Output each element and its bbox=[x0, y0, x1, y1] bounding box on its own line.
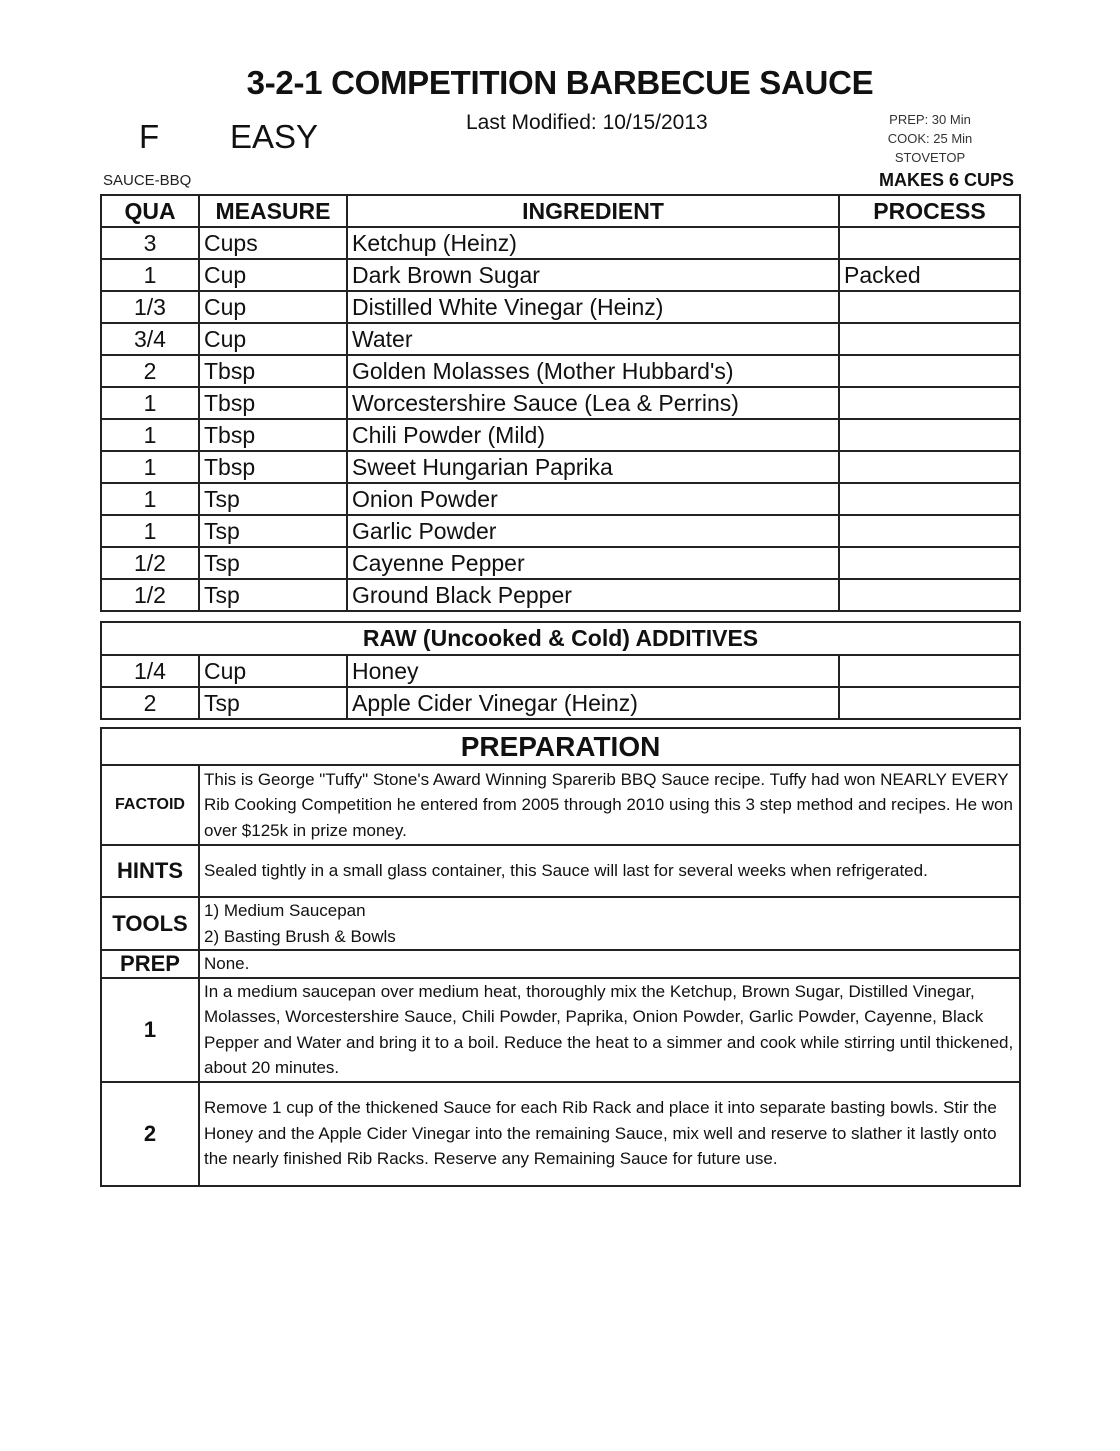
ingredient-row bbox=[101, 451, 1020, 483]
measure-cell: Tbsp bbox=[199, 419, 347, 451]
measure-cell: Tsp bbox=[199, 579, 347, 611]
prep-row-prep bbox=[101, 950, 1020, 978]
ingredient-row bbox=[101, 355, 1020, 387]
ingredient-cell: Chili Powder (Mild) bbox=[347, 419, 839, 451]
measure-cell: Cup bbox=[199, 291, 347, 323]
process-cell: Packed bbox=[839, 259, 1020, 291]
preparation-table bbox=[100, 727, 1021, 1187]
qty-cell: 2 bbox=[101, 355, 199, 387]
ingredient-cell: Garlic Powder bbox=[347, 515, 839, 547]
measure-cell: Tsp bbox=[199, 515, 347, 547]
qty-cell: 3 bbox=[101, 227, 199, 259]
ingredient-row bbox=[101, 547, 1020, 579]
prep-text: Sealed tightly in a small glass container, this Sauce will last for several weeks when refrigerated. bbox=[199, 845, 1020, 897]
rating-grade: F bbox=[139, 118, 160, 155]
measure-cell: Cup bbox=[199, 259, 347, 291]
ingredient-row bbox=[101, 259, 1020, 291]
cook-time: COOK: 25 Min bbox=[887, 131, 973, 146]
ingredient-row bbox=[101, 579, 1020, 611]
recipe-category: SAUCE-BBQ bbox=[103, 172, 192, 189]
ingredient-cell: Ketchup (Heinz) bbox=[347, 227, 839, 259]
measure-cell: Tbsp bbox=[199, 451, 347, 483]
prep-row-factoid bbox=[101, 765, 1020, 845]
measure-cell: Cup bbox=[199, 323, 347, 355]
prep-row-step-1 bbox=[101, 978, 1020, 1082]
ingredient-row bbox=[101, 687, 1020, 719]
raw-additives-table bbox=[100, 621, 1021, 720]
tool-item: 2) Basting Brush & Bowls bbox=[204, 926, 396, 946]
column-header-process: PROCESS bbox=[839, 195, 1020, 227]
prep-label: HINTS bbox=[101, 845, 199, 897]
qty-cell: 1/2 bbox=[101, 579, 199, 611]
qty-cell: 1 bbox=[101, 259, 199, 291]
process-cell bbox=[839, 387, 1020, 419]
step-number: 1 bbox=[101, 978, 199, 1082]
column-header-measure: MEASURE bbox=[199, 195, 347, 227]
step-text: In a medium saucepan over medium heat, thoroughly mix the Ketchup, Brown Sugar, Distilled Vinegar, Molasses, Worcestershire Sauce, Chili Powder, Paprika, Onion Powder, Garlic Powder, Cayenne, Black Pepper and Water and bring it to a boil. Reduce the heat to a simmer and cook while stirring until thickened, about 20 minutes. bbox=[199, 978, 1020, 1082]
ingredient-row bbox=[101, 483, 1020, 515]
process-cell bbox=[839, 451, 1020, 483]
ingredient-cell: Dark Brown Sugar bbox=[347, 259, 839, 291]
qty-cell: 1/3 bbox=[101, 291, 199, 323]
measure-cell: Tsp bbox=[199, 483, 347, 515]
column-header-ingredient: INGREDIENT bbox=[347, 195, 839, 227]
ingredient-cell: Onion Powder bbox=[347, 483, 839, 515]
prep-label: PREP bbox=[101, 950, 199, 978]
ingredient-row bbox=[101, 323, 1020, 355]
cook-method: STOVETOP bbox=[894, 150, 966, 165]
ingredient-row bbox=[101, 655, 1020, 687]
recipe-yield: MAKES 6 CUPS bbox=[878, 170, 1014, 190]
qty-cell: 1 bbox=[101, 387, 199, 419]
prep-label: FACTOID bbox=[101, 765, 199, 845]
qty-cell: 2 bbox=[101, 687, 199, 719]
ingredient-cell: Cayenne Pepper bbox=[347, 547, 839, 579]
ingredient-cell: Distilled White Vinegar (Heinz) bbox=[347, 291, 839, 323]
process-cell bbox=[839, 483, 1020, 515]
qty-cell: 3/4 bbox=[101, 323, 199, 355]
process-cell bbox=[839, 323, 1020, 355]
prep-label: TOOLS bbox=[101, 897, 199, 950]
qty-cell: 1 bbox=[101, 515, 199, 547]
process-cell bbox=[839, 227, 1020, 259]
column-header-qty: QUA bbox=[101, 195, 199, 227]
ingredients-header-row bbox=[101, 195, 1020, 227]
prep-text: None. bbox=[199, 950, 1020, 978]
raw-additives-title: RAW (Uncooked & Cold) ADDITIVES bbox=[101, 622, 1020, 655]
ingredient-row bbox=[101, 419, 1020, 451]
prep-text bbox=[199, 897, 1020, 950]
ingredients-table bbox=[100, 194, 1021, 612]
tool-item: 1) Medium Saucepan bbox=[204, 901, 366, 920]
step-text: Remove 1 cup of the thickened Sauce for each Rib Rack and place it into separate basting bowls. Stir the Honey and the Apple Cider Vinegar into the remaining Sauce, mix well and reserve to slather it lastly onto the nearly finished Rib Racks. Reserve any Remaining Sauce for future use. bbox=[199, 1082, 1020, 1186]
measure-cell: Cup bbox=[199, 655, 347, 687]
prep-row-step-2 bbox=[101, 1082, 1020, 1186]
ingredient-cell: Water bbox=[347, 323, 839, 355]
prep-row-hints bbox=[101, 845, 1020, 897]
recipe-title: 3-2-1 COMPETITION BARBECUE SAUCE bbox=[246, 64, 874, 101]
measure-cell: Cups bbox=[199, 227, 347, 259]
preparation-title: PREPARATION bbox=[101, 728, 1020, 765]
ingredient-cell: Worcestershire Sauce (Lea & Perrins) bbox=[347, 387, 839, 419]
qty-cell: 1 bbox=[101, 451, 199, 483]
prep-time: PREP: 30 Min bbox=[889, 112, 971, 127]
qty-cell: 1/4 bbox=[101, 655, 199, 687]
process-cell bbox=[839, 515, 1020, 547]
ingredient-cell: Honey bbox=[347, 655, 839, 687]
qty-cell: 1 bbox=[101, 419, 199, 451]
measure-cell: Tbsp bbox=[199, 387, 347, 419]
process-cell bbox=[839, 655, 1020, 687]
qty-cell: 1 bbox=[101, 483, 199, 515]
ingredient-row bbox=[101, 227, 1020, 259]
ingredient-row bbox=[101, 387, 1020, 419]
timing-info bbox=[870, 110, 990, 167]
prep-row-tools bbox=[101, 897, 1020, 950]
last-modified-date: Last Modified: 10/15/2013 bbox=[466, 111, 708, 134]
qty-cell: 1/2 bbox=[101, 547, 199, 579]
measure-cell: Tsp bbox=[199, 547, 347, 579]
measure-cell: Tbsp bbox=[199, 355, 347, 387]
ingredient-row bbox=[101, 291, 1020, 323]
prep-text: This is George "Tuffy" Stone's Award Winning Sparerib BBQ Sauce recipe. Tuffy had won NEARLY EVERY Rib Cooking Competition he entered from 2005 through 2010 using this 3 step method and recipes. He won over $125k in prize money. bbox=[199, 765, 1020, 845]
process-cell bbox=[839, 291, 1020, 323]
ingredient-row bbox=[101, 515, 1020, 547]
difficulty-label: EASY bbox=[230, 118, 319, 155]
process-cell bbox=[839, 547, 1020, 579]
step-number: 2 bbox=[101, 1082, 199, 1186]
measure-cell: Tsp bbox=[199, 687, 347, 719]
process-cell bbox=[839, 687, 1020, 719]
ingredient-cell: Golden Molasses (Mother Hubbard's) bbox=[347, 355, 839, 387]
ingredient-cell: Apple Cider Vinegar (Heinz) bbox=[347, 687, 839, 719]
process-cell bbox=[839, 579, 1020, 611]
preparation-header-row bbox=[101, 728, 1020, 765]
raw-additives-header-row bbox=[101, 622, 1020, 655]
ingredient-cell: Ground Black Pepper bbox=[347, 579, 839, 611]
ingredient-cell: Sweet Hungarian Paprika bbox=[347, 451, 839, 483]
process-cell bbox=[839, 355, 1020, 387]
process-cell bbox=[839, 419, 1020, 451]
